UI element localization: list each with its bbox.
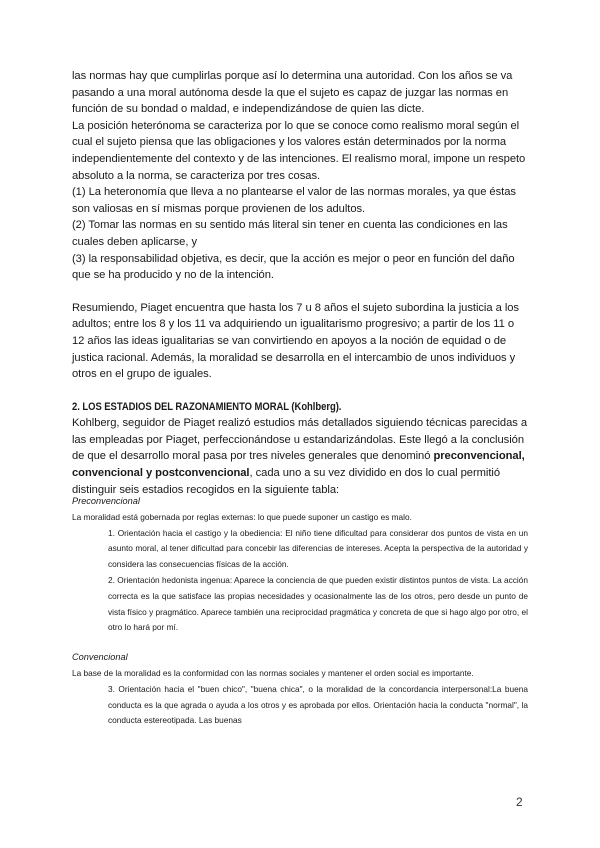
list-item-1: (1) La heteronomía que lleva a no plantearse el valor de las normas morales, ya que éstas son valiosas en sí mismas porque provienen de los adultos.	[72, 186, 516, 215]
list-item-3: (3) la responsabilidad objetiva, es decir, que la acción es mejor o peor en función del daño que se ha producido y no de la intención.	[72, 252, 515, 282]
paragraph-kohlberg	[72, 415, 528, 498]
page-number: 2	[516, 795, 523, 809]
stage-2: 2. Orientación hedonista ingenua: Aparece la conciencia de que pueden existir distintos puntos de vista. La acción correcta es la que satisface las propias necesidades y ocasionalmente las de los otros, pero desde un punto de vista físico y pragmático. Aparece también una reciprocidad pragmática y concreta de que si hago algo por otro, el otro lo hará por mí.	[108, 574, 528, 633]
level-conventional-title: Convencional	[72, 652, 128, 663]
kohlberg-intro-text: Kohlberg, seguidor de Piaget realizó estudios más detallados siguiendo técnicas parecidas a las empleadas por Piaget, perfeccionándose u estandarizándolas. Este llegó a la conclusión de que el desarrollo moral pasa por tres niveles generales que denominó	[72, 417, 528, 463]
level-preconventional-description: La moralidad está gobernada por reglas externas: lo que puede suponer un castigo es malo.	[72, 511, 412, 522]
stage-1: 1. Orientación hacia el castigo y la obediencia: El niño tiene dificultad para considerar dos puntos de vista en un asunto moral, al tener dificultad para concebir las diferencias de intereses. Acepta la perspectiva de la autoridad y considera las consecuencias físicas de la acción.	[108, 527, 528, 570]
level-preconventional-title: Preconvencional	[72, 496, 140, 506]
body-text-block	[72, 68, 528, 498]
paragraph-autonomy: las normas hay que cumplirlas porque así lo determina una autoridad. Con los años se va pasando a una moral autónoma desde la que el sujeto es capaz de juzgar las normas en función de su bondad o maldad, e independizándose de quien las dicte.	[72, 70, 513, 116]
paragraph-summary: Resumiendo, Piaget encuentra que hasta los 7 u 8 años el sujeto subordina la justicia a los adultos; entre los 8 y los 11 va adquiriendo un igualitarismo progresivo; a partir de los 11 o 12 años las ideas igualitarias se van convirtiendo en apoyos a la noción de equidad o de justica racional. Además, la moralidad se desarrolla en el intercambio de unos individuos y otros en el grupo de iguales.	[72, 301, 519, 381]
section-heading: 2. LOS ESTADIOS DEL RAZONAMIENTO MORAL (Kohlberg).	[72, 400, 342, 413]
stage-3: 3. Orientación hacia el "buen chico", "buena chica", o la moralidad de la concordancia interpersonal:La buena conducta es la que agrada o ayuda a los otros y es aprobada por ellos. Orientación hacia la conducta "normal", la conducta estereotipada. Las buenas	[108, 683, 528, 726]
level-conventional-description: La base de la moralidad es la conformidad con las normas sociales y mantener el orden social es importante.	[72, 667, 474, 678]
paragraph-heteronomous-position: La posición heterónoma se caracteriza por lo que se conoce como realismo moral según el cual el sujeto piensa que las obligaciones y los valores están determinados por la norma independientemente del contexto y de las intenciones. El realismo moral, impone un respeto absoluto a la norma, se caracteriza por tres cosas.	[72, 119, 526, 182]
stages-table	[72, 494, 528, 729]
kohlberg-intro-end: , cada uno a su vez dividido en dos lo cual permitió distinguir seis estadios recogidos en la siguiente tabla:	[72, 467, 501, 496]
kohlberg-levels-bold: preconvencional, convencional y postconvencional	[72, 450, 525, 480]
list-item-2: (2) Tomar las normas en su sentido más literal sin tener en cuenta las condiciones en las cuales deben aplicarse, y	[72, 219, 508, 248]
